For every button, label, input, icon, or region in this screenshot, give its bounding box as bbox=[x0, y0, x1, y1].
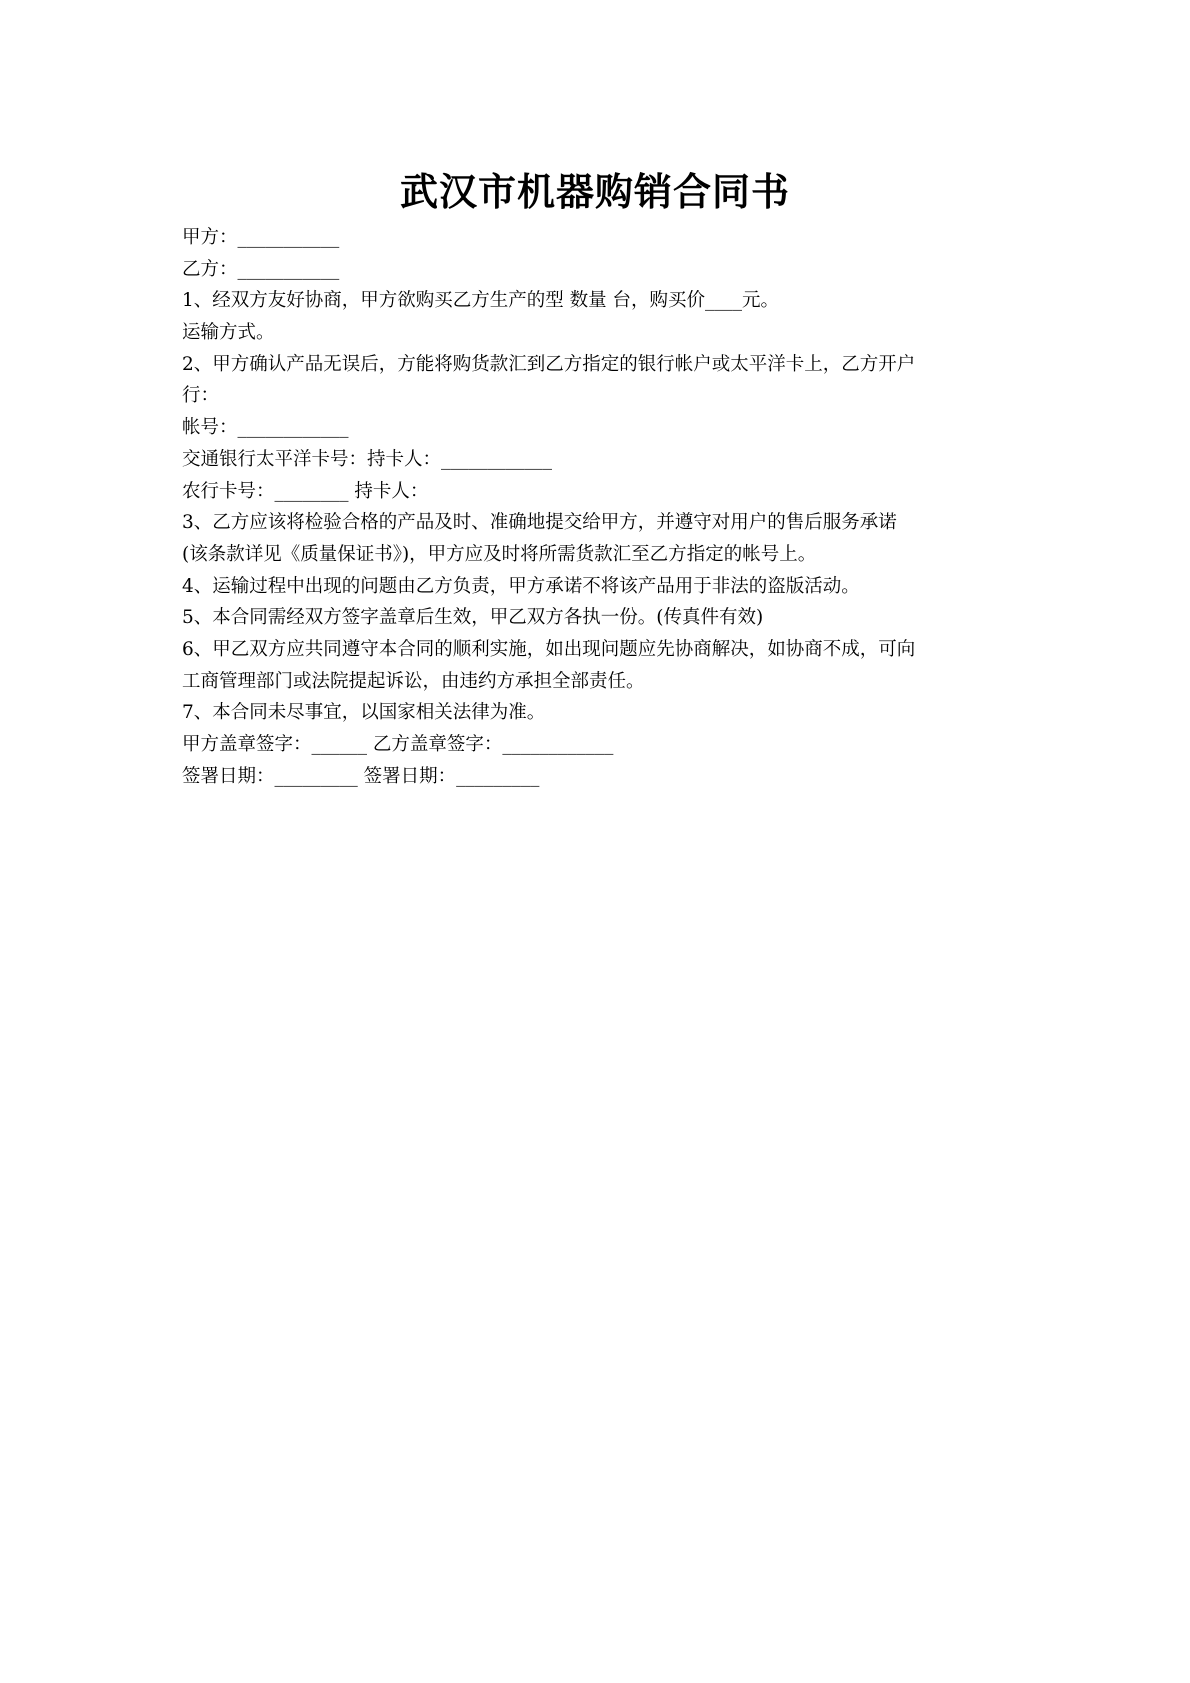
account-number-line: 帐号：____________ bbox=[182, 417, 349, 439]
clause-2-line-2: 行： bbox=[182, 385, 220, 407]
bocom-card-line: 交通银行太平洋卡号：持卡人：____________ bbox=[182, 448, 553, 470]
clause-2-line-1: 2、甲方确认产品无误后，方能将购货款汇到乙方指定的银行帐户或太平洋卡上，乙方开户 bbox=[182, 353, 916, 375]
clause-6-line-1: 6、甲乙双方应共同遵守本合同的顺利实施，如出现问题应先协商解决，如协商不成，可向 bbox=[182, 638, 916, 660]
clause-6-line-2: 工商管理部门或法院提起诉讼，由违约方承担全部责任。 bbox=[182, 670, 645, 692]
party-a-line: 甲方：___________ bbox=[182, 227, 340, 248]
contract-body bbox=[182, 222, 1017, 792]
party-b-line: 乙方：___________ bbox=[182, 258, 340, 280]
clause-1-line-1: 1、经双方友好协商，甲方欲购买乙方生产的型 数量 台，购买价____元。 bbox=[182, 290, 780, 312]
clause-5-line: 5、本合同需经双方签字盖章后生效，甲乙双方各执一份。(传真件有效) bbox=[182, 607, 764, 629]
clause-1-line-2: 运输方式。 bbox=[182, 322, 275, 344]
clause-7-line: 7、本合同未尽事宜，以国家相关法律为准。 bbox=[182, 702, 546, 724]
clause-3-line-1: 3、乙方应该将检验合格的产品及时、准确地提交给甲方，并遵守对用户的售后服务承诺 bbox=[182, 512, 897, 534]
abc-card-line: 农行卡号：________ 持卡人： bbox=[182, 480, 429, 502]
signature-line: 甲方盖章签字：______ 乙方盖章签字：____________ bbox=[182, 734, 614, 755]
sign-date-line: 签署日期：_________ 签署日期：_________ bbox=[182, 765, 540, 787]
document-title: 武汉市机器购销合同书 bbox=[399, 170, 790, 214]
clause-3-line-2: (该条款详见《质量保证书》)，甲方应及时将所需货款汇至乙方指定的帐号上。 bbox=[182, 543, 817, 565]
clause-4-line: 4、运输过程中出现的问题由乙方负责，甲方承诺不将该产品用于非法的盗版活动。 bbox=[182, 575, 860, 597]
